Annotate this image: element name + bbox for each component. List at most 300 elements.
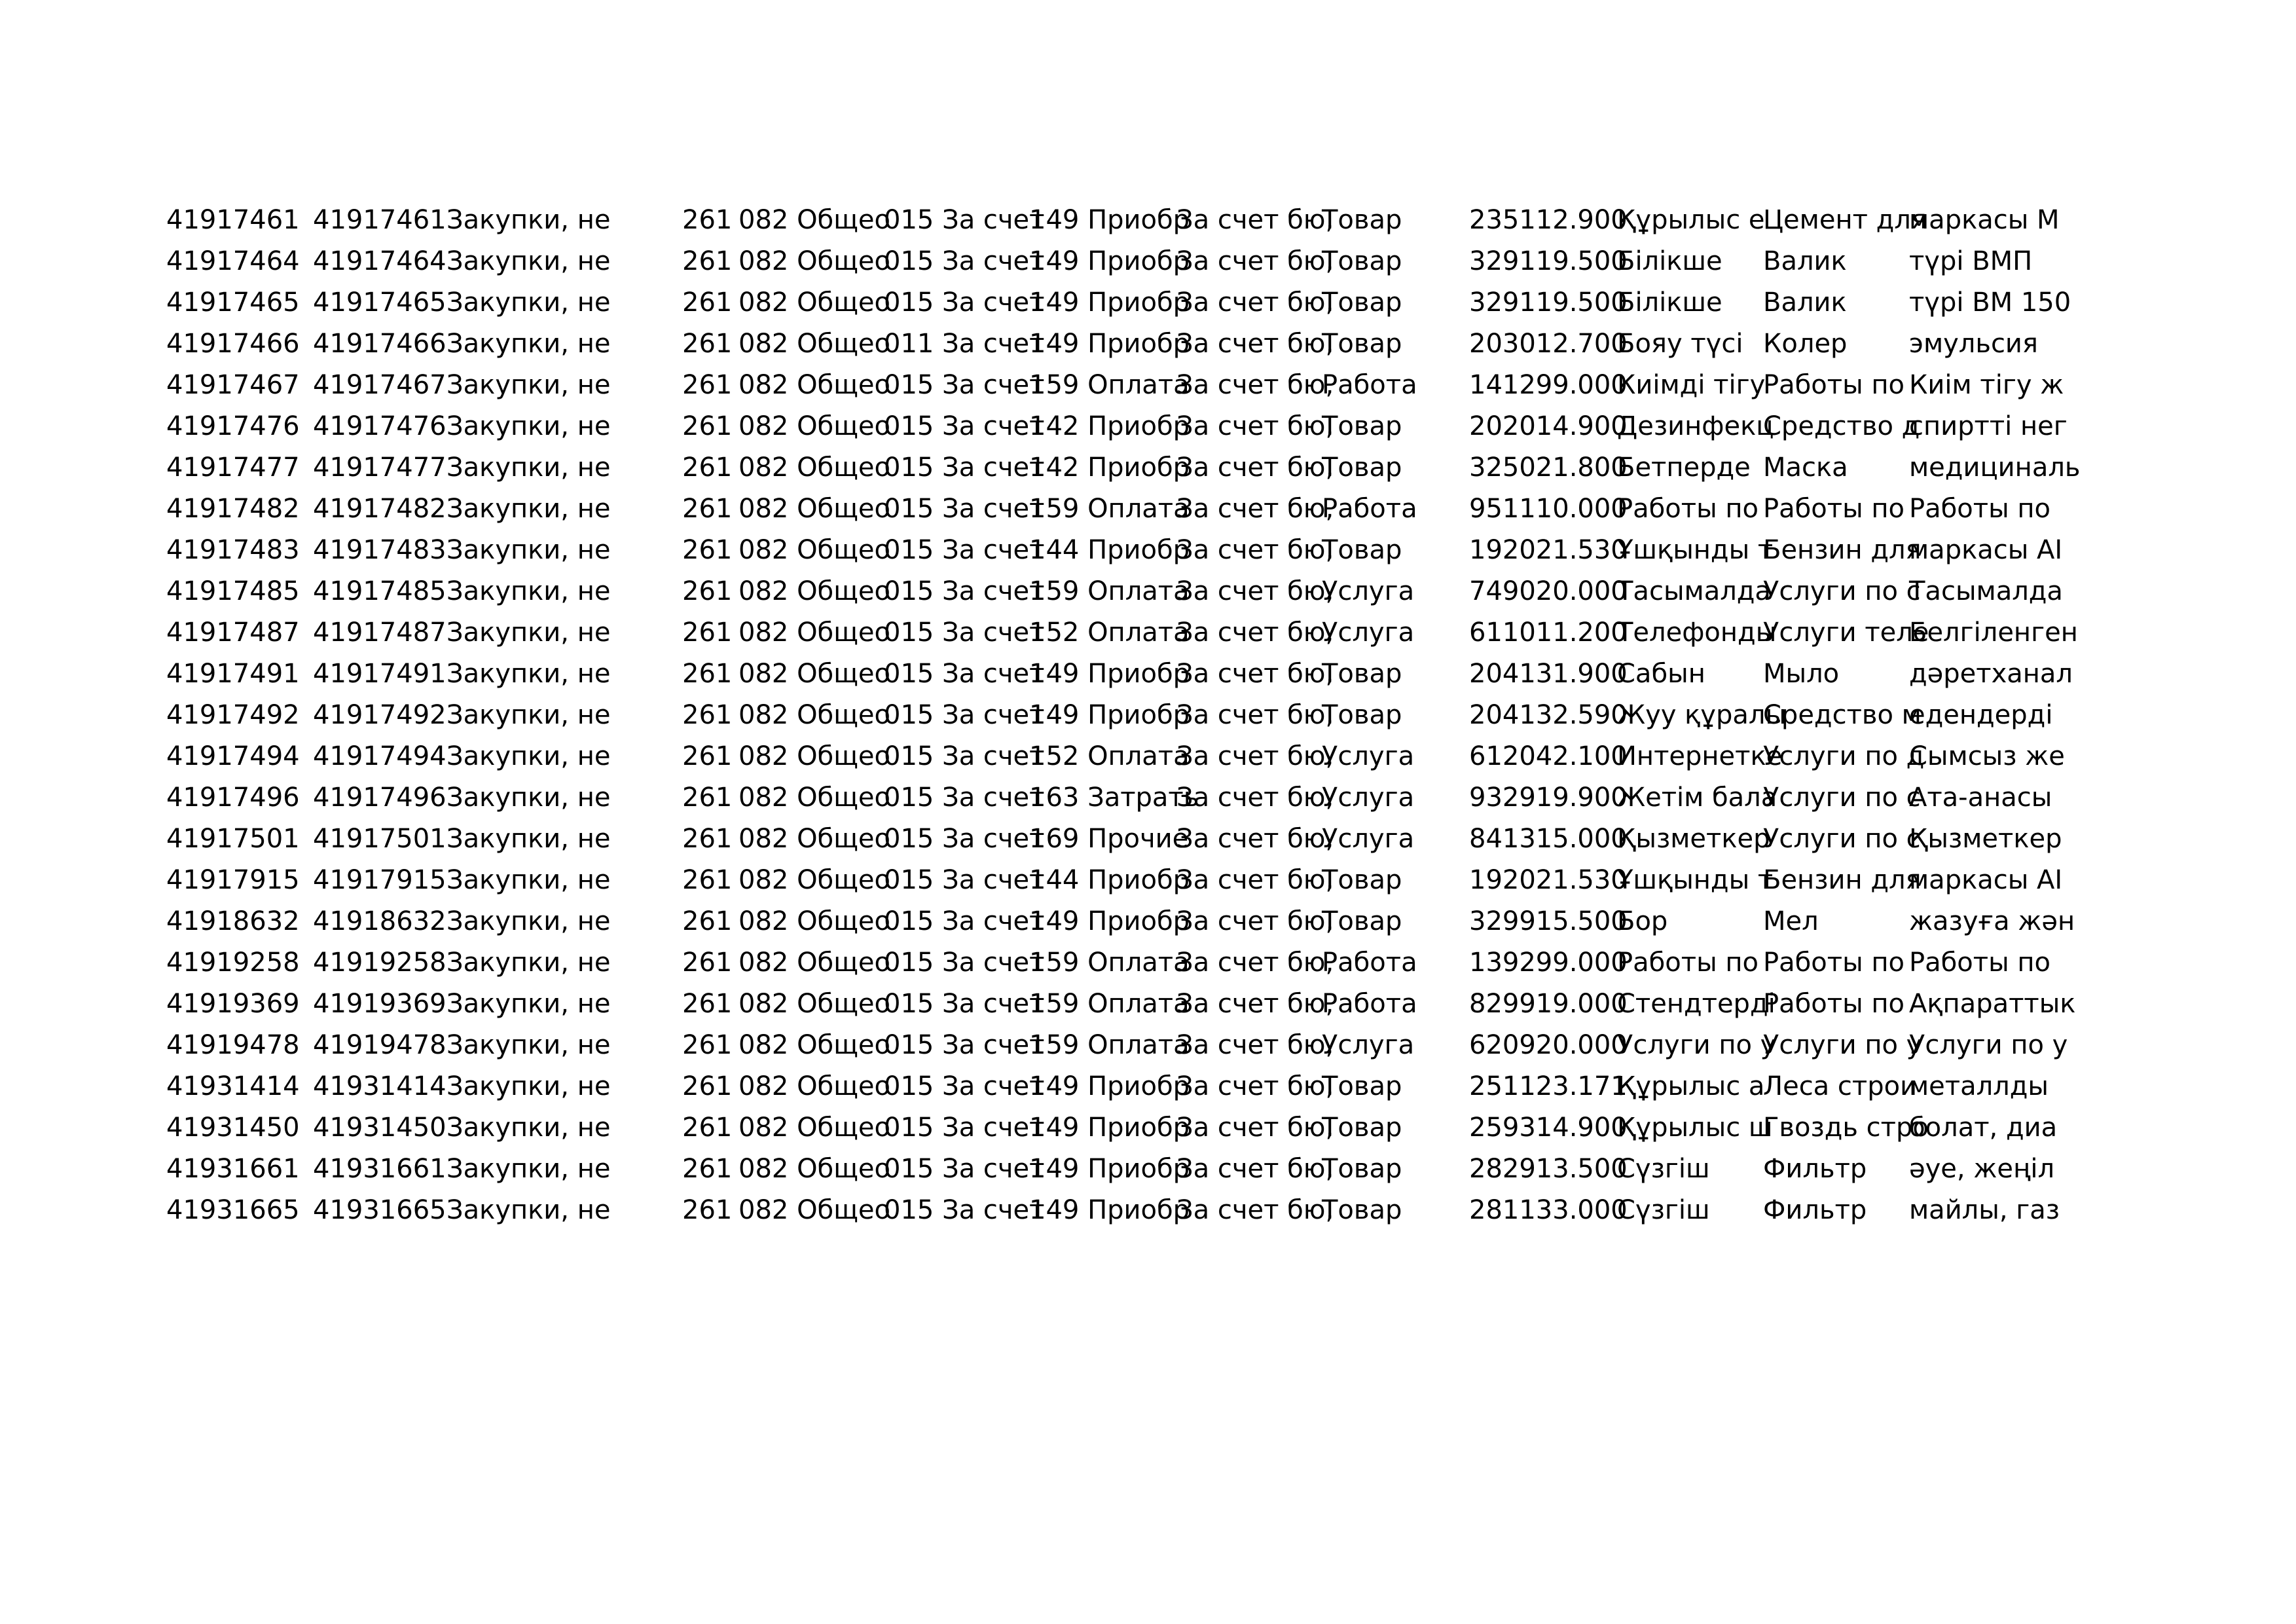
name-kazakh-cell: Сабын xyxy=(1617,659,1705,689)
name-russian-cell: Услуги по у xyxy=(1763,1030,1922,1060)
item-code-cell: 282913.500 xyxy=(1469,1154,1628,1184)
record-id-cell: 41917466 xyxy=(166,329,300,359)
table-row xyxy=(0,1107,2296,1149)
code-cell: 261 xyxy=(682,989,733,1019)
name-russian-cell: Услуги по с xyxy=(1763,576,1921,606)
specifics-cell: 142 Приобр xyxy=(1029,452,1190,483)
code-cell: 261 xyxy=(682,906,733,936)
name-kazakh-cell: Жетім бала xyxy=(1617,783,1777,813)
record-id-copy-cell: 41917491 xyxy=(313,659,446,689)
specifics-cell: 149 Приобр xyxy=(1029,1154,1190,1184)
item-type-cell: Товар xyxy=(1322,246,1402,276)
program-cell: 082 Общео xyxy=(738,989,890,1019)
item-type-cell: Работа xyxy=(1322,370,1417,400)
subprogram-cell: 015 За счет xyxy=(884,287,1045,318)
description-cell: маркасы АІ xyxy=(1909,865,2063,895)
subprogram-cell: 015 За счет xyxy=(884,1154,1045,1184)
specifics-cell: 159 Оплата xyxy=(1029,494,1190,524)
item-type-cell: Услуга xyxy=(1322,783,1415,813)
subprogram-cell: 015 За счет xyxy=(884,535,1045,565)
code-cell: 261 xyxy=(682,1071,733,1101)
record-id-copy-cell: 41917492 xyxy=(313,700,446,730)
funding-source-cell: За счет бю, xyxy=(1176,783,1334,813)
record-id-copy-cell: 41917466 xyxy=(313,329,446,359)
description-cell: Тасымалда xyxy=(1909,576,2063,606)
record-id-cell: 41917482 xyxy=(166,494,300,524)
table-row xyxy=(0,200,2296,241)
item-code-cell: 204132.590 xyxy=(1469,700,1628,730)
procurement-type-cell: Закупки, не xyxy=(446,948,611,978)
description-cell: майлы, газ xyxy=(1909,1195,2060,1225)
record-id-cell: 41919478 xyxy=(166,1030,300,1060)
procurement-type-cell: Закупки, не xyxy=(446,618,611,648)
funding-source-cell: За счет бю, xyxy=(1176,700,1334,730)
name-kazakh-cell: Сүзгіш xyxy=(1617,1154,1710,1184)
record-id-copy-cell: 41931414 xyxy=(313,1071,446,1101)
procurement-type-cell: Закупки, не xyxy=(446,494,611,524)
subprogram-cell: 015 За счет xyxy=(884,659,1045,689)
code-cell: 261 xyxy=(682,1113,733,1143)
funding-source-cell: За счет бю, xyxy=(1176,1030,1334,1060)
record-id-copy-cell: 41917467 xyxy=(313,370,446,400)
specifics-cell: 149 Приобр xyxy=(1029,1071,1190,1101)
name-kazakh-cell: Бор xyxy=(1617,906,1668,936)
record-id-copy-cell: 41919369 xyxy=(313,989,446,1019)
record-id-cell: 41931661 xyxy=(166,1154,300,1184)
description-cell: маркасы АІ xyxy=(1909,535,2063,565)
table-row xyxy=(0,819,2296,860)
item-code-cell: 139299.000 xyxy=(1469,948,1628,978)
procurement-type-cell: Закупки, не xyxy=(446,370,611,400)
name-kazakh-cell: Работы по xyxy=(1617,494,1758,524)
description-cell: металлды xyxy=(1909,1071,2049,1101)
specifics-cell: 159 Оплата xyxy=(1029,989,1190,1019)
funding-source-cell: За счет бю, xyxy=(1176,205,1334,235)
name-russian-cell: Работы по xyxy=(1763,948,1904,978)
name-kazakh-cell: Сүзгіш xyxy=(1617,1195,1710,1225)
description-cell: дәретханал xyxy=(1909,659,2073,689)
subprogram-cell: 015 За счет xyxy=(884,865,1045,895)
name-kazakh-cell: Телефонды xyxy=(1617,618,1777,648)
program-cell: 082 Общео xyxy=(738,205,890,235)
table-row xyxy=(0,1066,2296,1107)
procurement-type-cell: Закупки, не xyxy=(446,411,611,441)
record-id-cell: 41917461 xyxy=(166,205,300,235)
description-cell: медициналь xyxy=(1909,452,2081,483)
table-row xyxy=(0,1190,2296,1231)
program-cell: 082 Общео xyxy=(738,1113,890,1143)
item-code-cell: 951110.000 xyxy=(1469,494,1628,524)
description-cell: эмульсия xyxy=(1909,329,2038,359)
record-id-copy-cell: 41918632 xyxy=(313,906,446,936)
description-cell: Киім тігу ж xyxy=(1909,370,2064,400)
code-cell: 261 xyxy=(682,494,733,524)
funding-source-cell: За счет бю, xyxy=(1176,1154,1334,1184)
table-row xyxy=(0,406,2296,447)
program-cell: 082 Общео xyxy=(738,452,890,483)
funding-source-cell: За счет бю, xyxy=(1176,824,1334,854)
record-id-copy-cell: 41917482 xyxy=(313,494,446,524)
name-russian-cell: Мел xyxy=(1763,906,1819,936)
name-kazakh-cell: Құрылыс а xyxy=(1617,1071,1765,1101)
name-russian-cell: Услуги теле xyxy=(1763,618,1929,648)
item-type-cell: Услуга xyxy=(1322,824,1415,854)
record-id-cell: 41917476 xyxy=(166,411,300,441)
name-russian-cell: Колер xyxy=(1763,329,1848,359)
name-kazakh-cell: Бетперде xyxy=(1617,452,1751,483)
description-cell: Услуги по у xyxy=(1909,1030,2068,1060)
table-row xyxy=(0,777,2296,819)
procurement-type-cell: Закупки, не xyxy=(446,535,611,565)
procurement-type-cell: Закупки, не xyxy=(446,329,611,359)
table-row xyxy=(0,571,2296,612)
procurement-type-cell: Закупки, не xyxy=(446,1113,611,1143)
code-cell: 261 xyxy=(682,535,733,565)
name-russian-cell: Услуги по д xyxy=(1763,741,1925,771)
program-cell: 082 Общео xyxy=(738,287,890,318)
code-cell: 261 xyxy=(682,659,733,689)
record-id-cell: 41917496 xyxy=(166,783,300,813)
code-cell: 261 xyxy=(682,741,733,771)
item-type-cell: Товар xyxy=(1322,1113,1402,1143)
procurement-type-cell: Закупки, не xyxy=(446,700,611,730)
subprogram-cell: 015 За счет xyxy=(884,741,1045,771)
code-cell: 261 xyxy=(682,1195,733,1225)
specifics-cell: 159 Оплата xyxy=(1029,370,1190,400)
specifics-cell: 149 Приобр xyxy=(1029,205,1190,235)
program-cell: 082 Общео xyxy=(738,246,890,276)
record-id-cell: 41931450 xyxy=(166,1113,300,1143)
table-row xyxy=(0,736,2296,777)
program-cell: 082 Общео xyxy=(738,576,890,606)
name-kazakh-cell: Құрылыс е xyxy=(1617,205,1765,235)
item-code-cell: 259314.900 xyxy=(1469,1113,1628,1143)
code-cell: 261 xyxy=(682,411,733,441)
name-russian-cell: Услуги по с xyxy=(1763,783,1921,813)
item-code-cell: 841315.000 xyxy=(1469,824,1628,854)
item-type-cell: Работа xyxy=(1322,494,1417,524)
item-code-cell: 204131.900 xyxy=(1469,659,1628,689)
procurement-type-cell: Закупки, не xyxy=(446,1030,611,1060)
name-russian-cell: Услуги по с xyxy=(1763,824,1921,854)
table-row xyxy=(0,282,2296,323)
procurement-type-cell: Закупки, не xyxy=(446,1195,611,1225)
subprogram-cell: 015 За счет xyxy=(884,370,1045,400)
procurement-type-cell: Закупки, не xyxy=(446,1071,611,1101)
name-kazakh-cell: Білікше xyxy=(1617,287,1722,318)
code-cell: 261 xyxy=(682,1154,733,1184)
procurement-type-cell: Закупки, не xyxy=(446,205,611,235)
funding-source-cell: За счет бю, xyxy=(1176,287,1334,318)
specifics-cell: 159 Оплата xyxy=(1029,576,1190,606)
name-russian-cell: Валик xyxy=(1763,287,1847,318)
program-cell: 082 Общео xyxy=(738,824,890,854)
specifics-cell: 149 Приобр xyxy=(1029,1195,1190,1225)
specifics-cell: 169 Прочие xyxy=(1029,824,1189,854)
funding-source-cell: За счет бю, xyxy=(1176,1195,1334,1225)
record-id-cell: 41917492 xyxy=(166,700,300,730)
code-cell: 261 xyxy=(682,948,733,978)
subprogram-cell: 015 За счет xyxy=(884,783,1045,813)
table-row xyxy=(0,530,2296,571)
description-cell: жазуға жән xyxy=(1909,906,2075,936)
specifics-cell: 149 Приобр xyxy=(1029,700,1190,730)
table-row xyxy=(0,1025,2296,1066)
name-russian-cell: Гвоздь стро xyxy=(1763,1113,1929,1143)
program-cell: 082 Общео xyxy=(738,865,890,895)
item-type-cell: Товар xyxy=(1322,411,1402,441)
name-kazakh-cell: Дезинфекц xyxy=(1617,411,1774,441)
item-code-cell: 192021.530 xyxy=(1469,865,1628,895)
record-id-cell: 41917477 xyxy=(166,452,300,483)
record-id-copy-cell: 41919258 xyxy=(313,948,446,978)
item-code-cell: 192021.530 xyxy=(1469,535,1628,565)
procurement-type-cell: Закупки, не xyxy=(446,246,611,276)
name-kazakh-cell: Ұшқынды т xyxy=(1617,535,1774,565)
procurement-type-cell: Закупки, не xyxy=(446,287,611,318)
specifics-cell: 149 Приобр xyxy=(1029,906,1190,936)
procurement-type-cell: Закупки, не xyxy=(446,1154,611,1184)
program-cell: 082 Общео xyxy=(738,741,890,771)
funding-source-cell: За счет бю, xyxy=(1176,1113,1334,1143)
name-russian-cell: Средство м xyxy=(1763,700,1922,730)
procurement-type-cell: Закупки, не xyxy=(446,576,611,606)
funding-source-cell: За счет бю, xyxy=(1176,1071,1334,1101)
record-id-copy-cell: 41931450 xyxy=(313,1113,446,1143)
name-russian-cell: Бензин для xyxy=(1763,535,1922,565)
procurement-type-cell: Закупки, не xyxy=(446,865,611,895)
name-russian-cell: Леса строи xyxy=(1763,1071,1918,1101)
record-id-copy-cell: 41917477 xyxy=(313,452,446,483)
description-cell: Ата-анасы xyxy=(1909,783,2052,813)
record-id-copy-cell: 41917501 xyxy=(313,824,446,854)
record-id-cell: 41917465 xyxy=(166,287,300,318)
code-cell: 261 xyxy=(682,865,733,895)
table-row xyxy=(0,612,2296,654)
subprogram-cell: 015 За счет xyxy=(884,948,1045,978)
record-id-cell: 41917491 xyxy=(166,659,300,689)
name-kazakh-cell: Жуу құралы xyxy=(1617,700,1787,730)
name-russian-cell: Работы по xyxy=(1763,370,1904,400)
table-row xyxy=(0,860,2296,901)
program-cell: 082 Общео xyxy=(738,906,890,936)
program-cell: 082 Общео xyxy=(738,1154,890,1184)
funding-source-cell: За счет бю, xyxy=(1176,865,1334,895)
program-cell: 082 Общео xyxy=(738,659,890,689)
specifics-cell: 149 Приобр xyxy=(1029,1113,1190,1143)
item-type-cell: Услуга xyxy=(1322,1030,1415,1060)
funding-source-cell: За счет бю, xyxy=(1176,618,1334,648)
record-id-cell: 41931665 xyxy=(166,1195,300,1225)
name-russian-cell: Валик xyxy=(1763,246,1847,276)
record-id-copy-cell: 41917915 xyxy=(313,865,446,895)
item-type-cell: Работа xyxy=(1322,989,1417,1019)
name-russian-cell: Цемент для xyxy=(1763,205,1927,235)
name-russian-cell: Маска xyxy=(1763,452,1848,483)
name-russian-cell: Средство д xyxy=(1763,411,1920,441)
subprogram-cell: 015 За счет xyxy=(884,989,1045,1019)
program-cell: 082 Общео xyxy=(738,1030,890,1060)
code-cell: 261 xyxy=(682,618,733,648)
item-code-cell: 932919.900 xyxy=(1469,783,1628,813)
item-type-cell: Товар xyxy=(1322,906,1402,936)
name-kazakh-cell: Работы по xyxy=(1617,948,1758,978)
item-code-cell: 611011.200 xyxy=(1469,618,1628,648)
item-code-cell: 325021.800 xyxy=(1469,452,1628,483)
description-cell: Работы по xyxy=(1909,494,2050,524)
description-cell: едендерді xyxy=(1909,700,2053,730)
name-kazakh-cell: Интернетке xyxy=(1617,741,1783,771)
specifics-cell: 159 Оплата xyxy=(1029,948,1190,978)
item-code-cell: 235112.900 xyxy=(1469,205,1628,235)
record-id-copy-cell: 41917494 xyxy=(313,741,446,771)
description-cell: Белгіленген xyxy=(1909,618,2078,648)
funding-source-cell: За счет бю, xyxy=(1176,659,1334,689)
specifics-cell: 159 Оплата xyxy=(1029,1030,1190,1060)
record-id-copy-cell: 41917496 xyxy=(313,783,446,813)
code-cell: 261 xyxy=(682,246,733,276)
description-cell: Работы по xyxy=(1909,948,2050,978)
record-id-copy-cell: 41931665 xyxy=(313,1195,446,1225)
specifics-cell: 142 Приобр xyxy=(1029,411,1190,441)
item-code-cell: 329119.500 xyxy=(1469,287,1628,318)
record-id-copy-cell: 41919478 xyxy=(313,1030,446,1060)
item-code-cell: 281133.000 xyxy=(1469,1195,1628,1225)
record-id-copy-cell: 41917464 xyxy=(313,246,446,276)
funding-source-cell: За счет бю, xyxy=(1176,741,1334,771)
specifics-cell: 152 Оплата xyxy=(1029,741,1190,771)
item-type-cell: Работа xyxy=(1322,948,1417,978)
description-cell: болат, диа xyxy=(1909,1113,2058,1143)
record-id-cell: 41917487 xyxy=(166,618,300,648)
subprogram-cell: 015 За счет xyxy=(884,618,1045,648)
item-type-cell: Товар xyxy=(1322,1071,1402,1101)
program-cell: 082 Общео xyxy=(738,618,890,648)
specifics-cell: 144 Приобр xyxy=(1029,865,1190,895)
name-russian-cell: Фильтр xyxy=(1763,1154,1867,1184)
procurement-type-cell: Закупки, не xyxy=(446,906,611,936)
record-id-copy-cell: 41917476 xyxy=(313,411,446,441)
name-kazakh-cell: Киімді тігу xyxy=(1617,370,1766,400)
description-cell: спиртті нег xyxy=(1909,411,2068,441)
table-row xyxy=(0,695,2296,736)
funding-source-cell: За счет бю, xyxy=(1176,411,1334,441)
description-cell: түрі ВМП xyxy=(1909,246,2033,276)
code-cell: 261 xyxy=(682,452,733,483)
program-cell: 082 Общео xyxy=(738,1071,890,1101)
procurement-type-cell: Закупки, не xyxy=(446,741,611,771)
name-kazakh-cell: Тасымалда xyxy=(1617,576,1771,606)
specifics-cell: 149 Приобр xyxy=(1029,659,1190,689)
item-type-cell: Товар xyxy=(1322,535,1402,565)
funding-source-cell: За счет бю, xyxy=(1176,948,1334,978)
specifics-cell: 144 Приобр xyxy=(1029,535,1190,565)
subprogram-cell: 015 За счет xyxy=(884,1113,1045,1143)
procurement-type-cell: Закупки, не xyxy=(446,989,611,1019)
item-type-cell: Товар xyxy=(1322,205,1402,235)
specifics-cell: 149 Приобр xyxy=(1029,246,1190,276)
record-id-cell: 41917915 xyxy=(166,865,300,895)
name-kazakh-cell: Стендтерді xyxy=(1617,989,1776,1019)
item-code-cell: 829919.000 xyxy=(1469,989,1628,1019)
record-id-cell: 41917464 xyxy=(166,246,300,276)
item-code-cell: 203012.700 xyxy=(1469,329,1628,359)
procurement-type-cell: Закупки, не xyxy=(446,783,611,813)
code-cell: 261 xyxy=(682,824,733,854)
record-id-copy-cell: 41917483 xyxy=(313,535,446,565)
funding-source-cell: За счет бю, xyxy=(1176,452,1334,483)
table-row xyxy=(0,489,2296,530)
funding-source-cell: За счет бю, xyxy=(1176,370,1334,400)
program-cell: 082 Общео xyxy=(738,329,890,359)
funding-source-cell: За счет бю, xyxy=(1176,329,1334,359)
name-russian-cell: Работы по xyxy=(1763,494,1904,524)
specifics-cell: 152 Оплата xyxy=(1029,618,1190,648)
item-code-cell: 612042.100 xyxy=(1469,741,1628,771)
item-type-cell: Товар xyxy=(1322,1195,1402,1225)
record-id-copy-cell: 41917485 xyxy=(313,576,446,606)
specifics-cell: 163 Затрать xyxy=(1029,783,1199,813)
description-cell: маркасы М xyxy=(1909,205,2060,235)
item-code-cell: 251123.171 xyxy=(1469,1071,1628,1101)
program-cell: 082 Общео xyxy=(738,948,890,978)
item-type-cell: Товар xyxy=(1322,329,1402,359)
code-cell: 261 xyxy=(682,700,733,730)
record-id-copy-cell: 41917461 xyxy=(313,205,446,235)
item-type-cell: Услуга xyxy=(1322,576,1415,606)
code-cell: 261 xyxy=(682,1030,733,1060)
table-row xyxy=(0,942,2296,984)
record-id-cell: 41917501 xyxy=(166,824,300,854)
table-row xyxy=(0,654,2296,695)
item-code-cell: 141299.000 xyxy=(1469,370,1628,400)
code-cell: 261 xyxy=(682,783,733,813)
program-cell: 082 Общео xyxy=(738,1195,890,1225)
program-cell: 082 Общео xyxy=(738,494,890,524)
code-cell: 261 xyxy=(682,329,733,359)
name-kazakh-cell: Құрылыс ш xyxy=(1617,1113,1773,1143)
subprogram-cell: 015 За счет xyxy=(884,700,1045,730)
funding-source-cell: За счет бю, xyxy=(1176,906,1334,936)
subprogram-cell: 011 За счет xyxy=(884,329,1045,359)
subprogram-cell: 015 За счет xyxy=(884,1195,1045,1225)
procurement-type-cell: Закупки, не xyxy=(446,659,611,689)
subprogram-cell: 015 За счет xyxy=(884,906,1045,936)
item-type-cell: Товар xyxy=(1322,1154,1402,1184)
code-cell: 261 xyxy=(682,205,733,235)
funding-source-cell: За счет бю, xyxy=(1176,246,1334,276)
name-kazakh-cell: Ұшқынды т xyxy=(1617,865,1774,895)
program-cell: 082 Общео xyxy=(738,370,890,400)
table-row xyxy=(0,1149,2296,1190)
funding-source-cell: За счет бю, xyxy=(1176,576,1334,606)
name-kazakh-cell: Қызметкер xyxy=(1617,824,1770,854)
item-type-cell: Товар xyxy=(1322,452,1402,483)
item-type-cell: Товар xyxy=(1322,287,1402,318)
funding-source-cell: За счет бю, xyxy=(1176,989,1334,1019)
subprogram-cell: 015 За счет xyxy=(884,246,1045,276)
code-cell: 261 xyxy=(682,576,733,606)
item-code-cell: 202014.900 xyxy=(1469,411,1628,441)
record-id-cell: 41918632 xyxy=(166,906,300,936)
name-russian-cell: Мыло xyxy=(1763,659,1840,689)
code-cell: 261 xyxy=(682,370,733,400)
name-russian-cell: Бензин для xyxy=(1763,865,1922,895)
subprogram-cell: 015 За счет xyxy=(884,1030,1045,1060)
table-row xyxy=(0,447,2296,489)
record-id-copy-cell: 41917465 xyxy=(313,287,446,318)
program-cell: 082 Общео xyxy=(738,783,890,813)
